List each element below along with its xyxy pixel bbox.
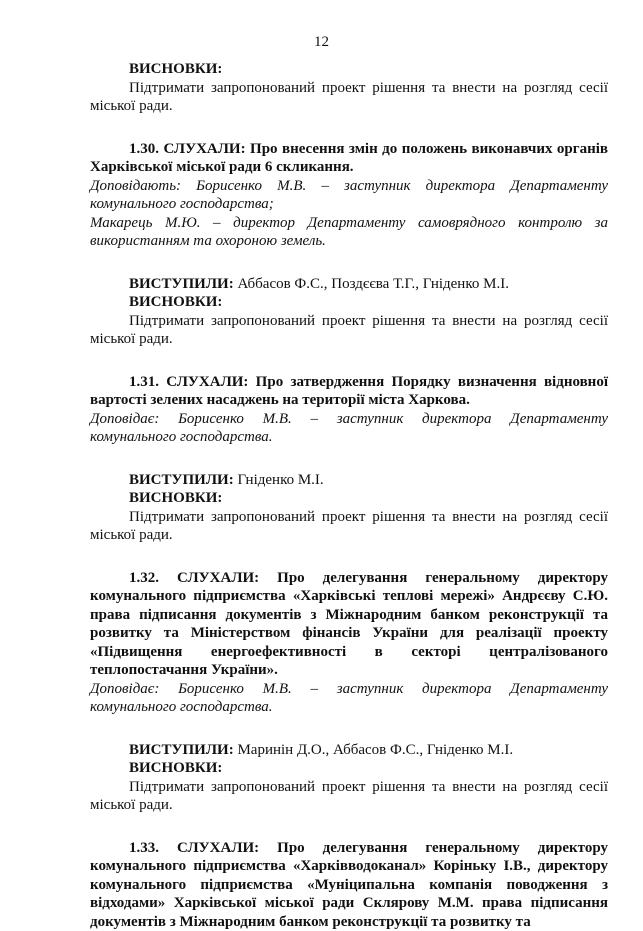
- speakers-names: Маринін Д.О., Аббасов Ф.С., Гніденко М.І.: [237, 742, 513, 758]
- reporter-line: Доповідає: Борисенко М.В. – заступник директора Департаменту комунального господарства.: [90, 680, 608, 717]
- conclusions-text: Підтримати запропонований проект рішення та внести на розгляд сесії міської ради.: [90, 508, 608, 545]
- speakers-label: ВИСТУПИЛИ:: [129, 276, 234, 292]
- conclusions-label: ВИСНОВКИ:: [90, 489, 608, 508]
- heard-item-1-33: 1.33. СЛУХАЛИ: Про делегування генеральному директору комунального підприємства «Харківводоканал» Коріньку І.В., директору комунального підприємства «Муніципальна компанія поводження з відходами» Харківської міської ради Склярову М.М. права підписання документів з Міжнародним банком реконструкції та розвитку та: [90, 839, 608, 931]
- reporter-line: Доповідають: Борисенко М.В. – заступник директора Департаменту комунального господарства;: [90, 177, 608, 214]
- speakers-line: [90, 741, 608, 760]
- conclusions-text: Підтримати запропонований проект рішення та внести на розгляд сесії міської ради.: [90, 79, 608, 116]
- speakers-names: Аббасов Ф.С., Поздєєва Т.Г., Гніденко М.І.: [237, 276, 509, 292]
- conclusions-label: ВИСНОВКИ:: [90, 293, 608, 312]
- speakers-line: [90, 471, 608, 490]
- conclusions-label: ВИСНОВКИ:: [90, 60, 608, 79]
- reporter-line: Доповідає: Борисенко М.В. – заступник директора Департаменту комунального господарства.: [90, 410, 608, 447]
- speakers-label: ВИСТУПИЛИ:: [129, 742, 234, 758]
- heard-item-1-31: 1.31. СЛУХАЛИ: Про затвердження Порядку визначення відновної вартості зелених насаджень на території міста Харкова.: [90, 373, 608, 410]
- conclusions-label: ВИСНОВКИ:: [90, 759, 608, 778]
- page-number: 12: [0, 34, 643, 51]
- reporter-line: Макарець М.Ю. – директор Департаменту самоврядного контролю за використанням та охороною земель.: [90, 214, 608, 251]
- speakers-names: Гніденко М.І.: [237, 472, 323, 488]
- heard-item-1-30: 1.30. СЛУХАЛИ: Про внесення змін до положень виконавчих органів Харківської міської ради 6 скликання.: [90, 140, 608, 177]
- conclusions-text: Підтримати запропонований проект рішення та внести на розгляд сесії міської ради.: [90, 312, 608, 349]
- speakers-line: [90, 275, 608, 294]
- speakers-label: ВИСТУПИЛИ:: [129, 472, 234, 488]
- heard-item-1-32: 1.32. СЛУХАЛИ: Про делегування генеральному директору комунального підприємства «Харківські теплові мережі» Андрєєву С.Ю. права підписання документів з Міжнародним банком реконструкції та розвитку та Міністерством фінансів України для реалізації проекту «Підвищення енергоефективності в секторі централізованого теплопостачання України».: [90, 569, 608, 680]
- page-content: [90, 60, 608, 931]
- conclusions-text: Підтримати запропонований проект рішення та внести на розгляд сесії міської ради.: [90, 778, 608, 815]
